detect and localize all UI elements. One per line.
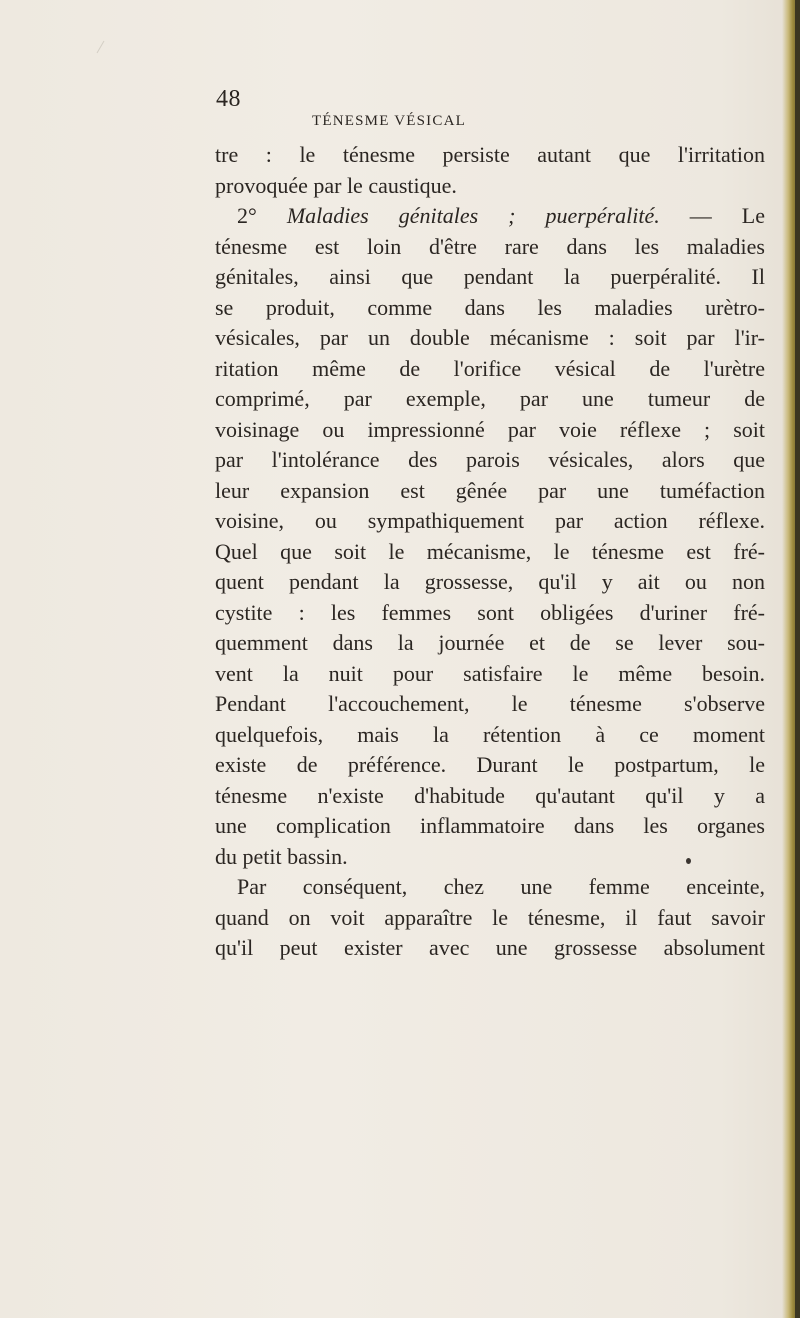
text-line: ténesme n'existe d'habitude qu'autant qu'il y a bbox=[215, 782, 765, 808]
text-line: ritation même de l'orifice vésical de l'urètre bbox=[215, 355, 765, 381]
section-title: Maladies génitales ; puerpéralité. bbox=[286, 203, 660, 228]
text-line: génitales, ainsi que pendant la puerpéralité. Il bbox=[215, 264, 765, 289]
text-line: se produit, comme dans les maladies urètro- bbox=[215, 294, 765, 320]
text-line: leur expansion est gênée par une tuméfaction bbox=[215, 477, 765, 503]
text-line: une complication inflammatoire dans les organes bbox=[215, 813, 765, 838]
page-edge bbox=[795, 0, 800, 1318]
text-line: voisinage ou impressionné par voie réflexe ; soit bbox=[215, 416, 765, 442]
text-line: vésicales, par un double mécanisme : soit par l'ir- bbox=[215, 325, 765, 350]
text-line: cystite : les femmes sont obligées d'uriner fré- bbox=[215, 599, 765, 625]
text-line: voisine, ou sympathiquement par action réflexe. bbox=[215, 508, 765, 533]
text-line: quand on voit apparaître le ténesme, il faut savoir bbox=[215, 904, 765, 930]
text-line: Pendant l'accouchement, le ténesme s'observe bbox=[215, 691, 765, 716]
text-line: ténesme est loin d'être rare dans les maladies bbox=[215, 233, 765, 259]
text-line: Quel que soit le mécanisme, le ténesme est fré- bbox=[215, 538, 765, 564]
section-number: 2° bbox=[237, 203, 287, 228]
text-line: existe de préférence. Durant le postpartum, le bbox=[215, 752, 765, 777]
text-line: comprimé, par exemple, par une tumeur de bbox=[215, 386, 765, 411]
paragraph-start-line: Par conséquent, chez une femme enceinte, bbox=[237, 874, 765, 899]
running-head: TÉNESME VÉSICAL bbox=[312, 113, 466, 129]
text-line: provoquée par le caustique. bbox=[215, 172, 457, 198]
paper-crease bbox=[97, 41, 105, 54]
section-heading-line bbox=[215, 201, 765, 232]
text-line: quent pendant la grossesse, qu'il y ait ou non bbox=[215, 569, 765, 594]
text-line: du petit bassin. bbox=[215, 843, 348, 869]
text-line: par l'intolérance des parois vésicales, alors que bbox=[215, 447, 765, 472]
text-line: quelquefois, mais la rétention à ce moment bbox=[215, 721, 765, 747]
text-line: qu'il peut exister avec une grossesse absolument bbox=[215, 935, 765, 960]
section-dash: — Le bbox=[659, 203, 765, 228]
ink-dot bbox=[686, 858, 691, 864]
text-line: vent la nuit pour satisfaire le même besoin. bbox=[215, 660, 765, 686]
body-text bbox=[215, 140, 765, 964]
page-number: 48 bbox=[216, 86, 241, 112]
text-line: tre : le ténesme persiste autant que l'irritation bbox=[215, 142, 765, 167]
text-line: quemment dans la journée et de se lever sou- bbox=[215, 630, 765, 655]
